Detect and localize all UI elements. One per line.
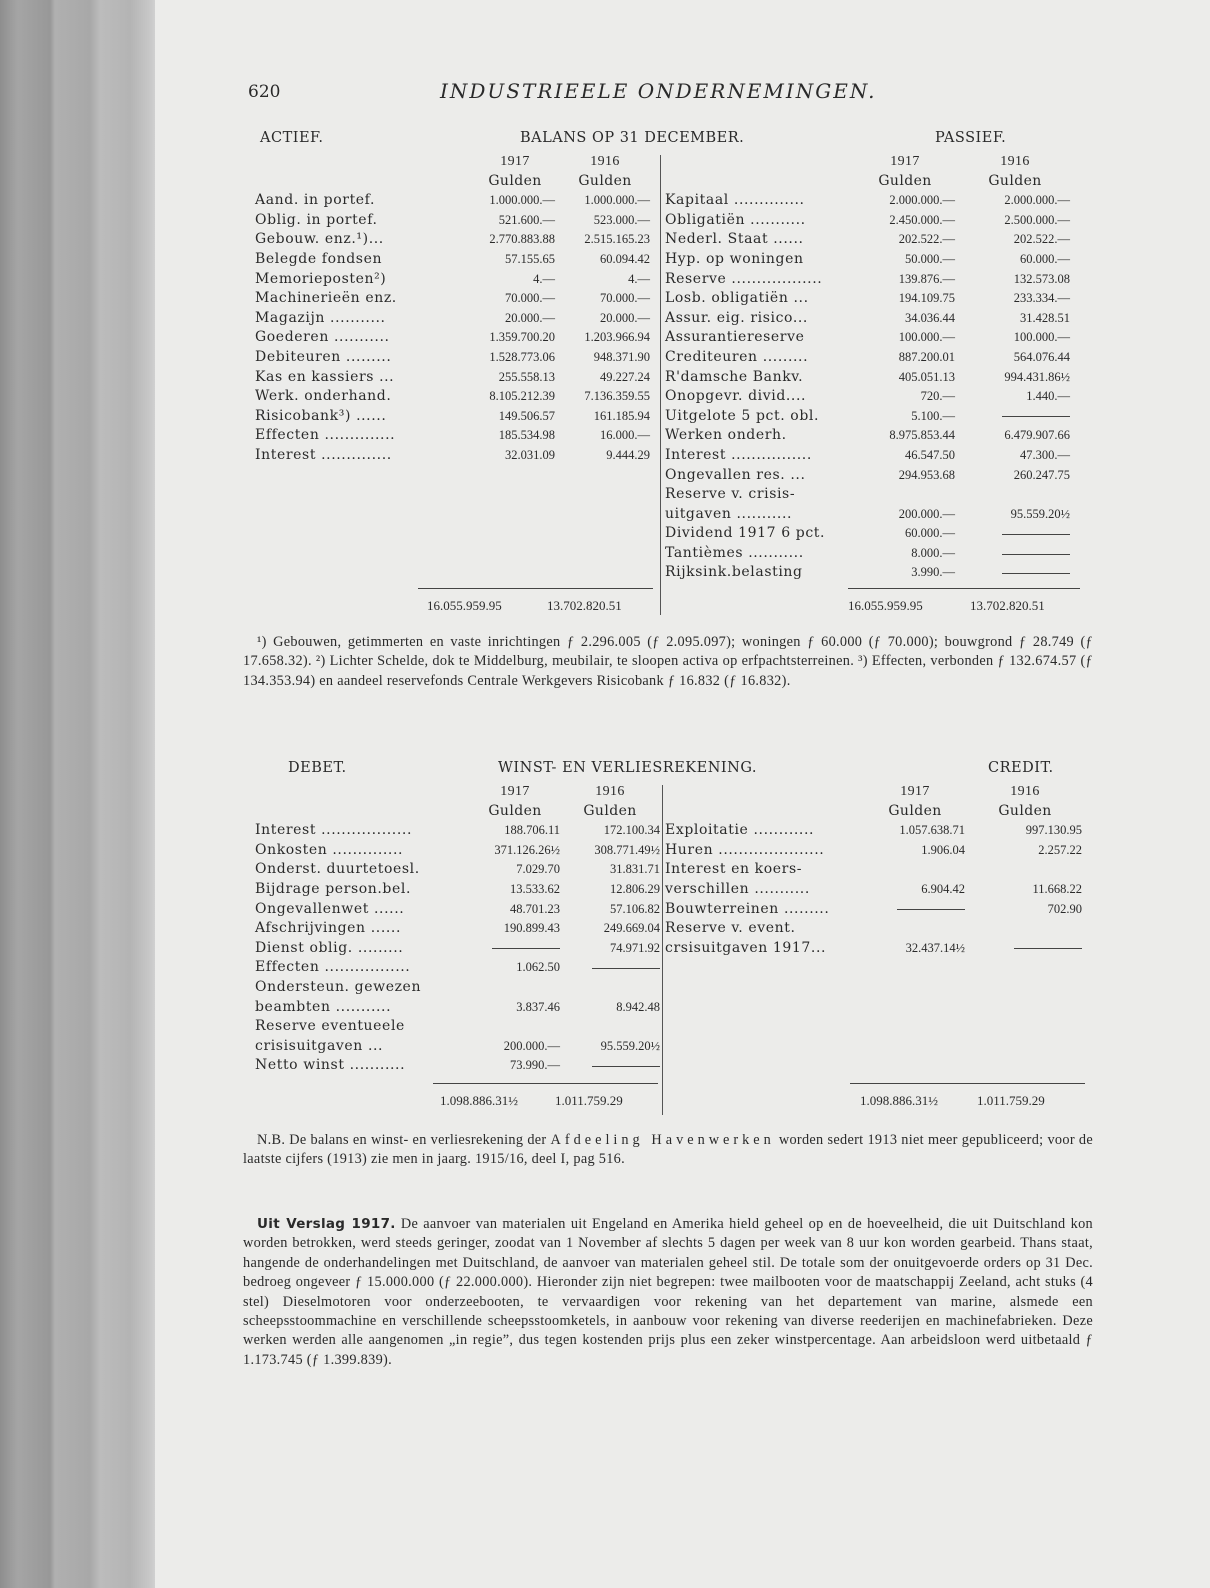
table-row <box>665 841 1080 861</box>
table-row <box>255 821 660 841</box>
value-y1916: 11.668.22 <box>1032 881 1082 896</box>
table-row <box>255 348 655 368</box>
nil-rule <box>1014 948 1082 949</box>
total-rule <box>848 588 1080 589</box>
row-label: Machinerieën enz. <box>255 290 397 307</box>
total-rule <box>850 1083 1085 1084</box>
value-y1917: 294.953.68 <box>898 467 955 482</box>
value-y1917: 46.547.50 <box>905 447 955 462</box>
row-label: Kapitaal .............. <box>665 192 805 209</box>
row-label: Interest en koers- <box>665 861 803 878</box>
row-label: Oblig. in portef. <box>255 211 378 228</box>
table-row <box>255 289 655 309</box>
table-row <box>255 328 655 348</box>
nb-spaced-name: Afdeeling Havenwerken <box>550 1132 775 1148</box>
table-row <box>255 939 660 959</box>
table-row <box>255 446 655 466</box>
row-label: Reserve v. crisis- <box>665 486 796 503</box>
unit-header: Gulden <box>888 802 942 819</box>
nil-rule <box>592 968 660 969</box>
table-row <box>255 191 655 211</box>
value-y1916: 233.334.— <box>1013 291 1070 306</box>
unit-header: Gulden <box>998 802 1052 819</box>
row-label: Huren ..................... <box>665 841 825 858</box>
value-y1916 <box>970 939 1082 959</box>
row-label: Dividend 1917 6 pct. <box>665 525 826 542</box>
value-y1916 <box>965 524 1070 544</box>
pl-title: WINST- EN VERLIESREKENING. <box>498 760 757 776</box>
table-row <box>665 309 1075 329</box>
value-y1916 <box>560 1056 660 1076</box>
value-y1916: 31.831.71 <box>610 862 660 877</box>
value-y1916 <box>965 563 1070 583</box>
value-y1916: 20.000.— <box>600 310 650 325</box>
value-y1916: 132.573.08 <box>1013 271 1070 286</box>
row-label: R'damsche Bankv. <box>665 368 804 385</box>
row-label: Debiteuren ......... <box>255 348 392 365</box>
year-header: 1916 <box>595 784 625 799</box>
table-row <box>255 1056 660 1076</box>
value-y1916 <box>965 544 1070 564</box>
nil-rule <box>897 909 965 910</box>
value-y1917: 48.701.23 <box>510 901 560 916</box>
value-y1916: 249.669.04 <box>603 921 660 936</box>
value-y1916: 6.479.907.66 <box>1004 428 1070 443</box>
table-row <box>255 426 655 446</box>
value-y1916: 997.130.95 <box>1025 823 1082 838</box>
table-row <box>665 466 1075 486</box>
row-label: Magazijn ........... <box>255 309 386 326</box>
table-row <box>665 485 1075 505</box>
table-row <box>255 860 660 880</box>
row-label: Onkosten .............. <box>255 841 404 858</box>
value-y1917: 1.359.700.20 <box>489 330 555 345</box>
row-label: crisisuitgaven ... <box>255 1037 384 1054</box>
actief-total-1916: 13.702.820.51 <box>547 598 622 613</box>
value-y1917: 200.000.— <box>898 506 955 521</box>
value-y1916: 1.440.— <box>1026 389 1070 404</box>
unit-header: Gulden <box>578 172 632 189</box>
value-y1917: 6.904.42 <box>921 881 965 896</box>
value-y1916: 1.000.000.— <box>584 193 650 208</box>
value-y1916: 60.000.— <box>1020 251 1070 266</box>
value-y1917: 8.975.853.44 <box>889 428 955 443</box>
table-row <box>665 191 1075 211</box>
row-label: Gebouw. enz.¹)... <box>255 231 384 248</box>
value-y1916 <box>965 407 1070 427</box>
year-header: 1917 <box>890 154 920 169</box>
value-y1917: 34.036.44 <box>905 310 955 325</box>
table-row <box>255 309 655 329</box>
value-y1917: 887.200.01 <box>898 349 955 364</box>
row-label: Reserve eventueele <box>255 1018 405 1035</box>
value-y1917: 255.558.13 <box>498 369 555 384</box>
value-y1916: 172.100.34 <box>603 823 660 838</box>
value-y1916: 12.806.29 <box>610 881 660 896</box>
table-row <box>665 387 1075 407</box>
value-y1916: 161.185.94 <box>593 408 650 423</box>
value-y1916: 702.90 <box>1047 901 1082 916</box>
value-y1917: 720.— <box>920 389 955 404</box>
value-y1916 <box>560 958 660 978</box>
value-y1917: 202.522.— <box>898 232 955 247</box>
value-y1917: 50.000.— <box>905 251 955 266</box>
value-y1917: 149.506.57 <box>498 408 555 423</box>
row-label: Goederen ........... <box>255 329 390 346</box>
row-label: Onderst. duurtetoesl. <box>255 861 420 878</box>
value-y1916: 994.431.86½ <box>1004 369 1070 384</box>
row-label: Onopgevr. divid.... <box>665 388 807 405</box>
table-row <box>665 919 1080 939</box>
value-y1917: 1.528.773.06 <box>489 349 555 364</box>
row-label: Kas en kassiers ... <box>255 368 395 385</box>
credit-table <box>665 782 1080 958</box>
debet-table <box>255 782 660 1076</box>
value-y1917: 405.051.13 <box>898 369 955 384</box>
nb-suffix: worden sedert 1913 niet meer gepubliceerd; voor de laatste cijfers (1913) zie men in jaarg. 1915/16, deel I, pag 516. <box>243 1132 1094 1168</box>
nil-rule <box>492 948 560 949</box>
table-row <box>255 1037 660 1057</box>
value-y1916: 2.000.000.— <box>1004 193 1070 208</box>
row-label: uitgaven ........... <box>665 505 793 522</box>
table-row <box>665 230 1075 250</box>
value-y1917: 20.000.— <box>505 310 555 325</box>
table-row <box>255 998 660 1018</box>
nil-rule <box>592 1066 660 1067</box>
value-y1917: 3.837.46 <box>516 999 560 1014</box>
table-row <box>255 900 660 920</box>
passief-total-1917: 16.055.959.95 <box>848 598 923 613</box>
row-label: Interest ................ <box>665 446 812 463</box>
table-row <box>255 387 655 407</box>
nil-rule <box>1002 416 1070 417</box>
value-y1917: 185.534.98 <box>498 428 555 443</box>
row-label: Ongevallen res. ... <box>665 466 806 483</box>
value-y1916: 948.371.90 <box>593 349 650 364</box>
value-y1916: 202.522.— <box>1013 232 1070 247</box>
book-binding-gutter <box>0 0 155 1588</box>
value-y1917: 200.000.— <box>503 1038 560 1053</box>
value-y1917 <box>850 900 965 920</box>
value-y1916: 47.300.— <box>1020 447 1070 462</box>
total-rule <box>433 1083 658 1084</box>
value-y1917: 5.100.— <box>911 408 955 423</box>
year-header: 1917 <box>900 784 930 799</box>
table-row <box>665 348 1075 368</box>
table-row <box>665 900 1080 920</box>
row-label: Bijdrage person.bel. <box>255 880 411 897</box>
debet-total-1916: 1.011.759.29 <box>555 1093 623 1108</box>
table-row <box>255 250 655 270</box>
passief-heading: PASSIEF. <box>935 130 1007 146</box>
row-label: Ongevallenwet ...... <box>255 900 405 917</box>
row-label: Crediteuren ......... <box>665 348 809 365</box>
year-header: 1916 <box>1000 154 1030 169</box>
row-label: Losb. obligatiën ... <box>665 290 809 307</box>
nil-rule <box>1002 573 1070 574</box>
value-y1916: 95.559.20½ <box>600 1038 660 1053</box>
credit-total-1917: 1.098.886.31½ <box>860 1093 938 1108</box>
value-y1917: 13.533.62 <box>510 881 560 896</box>
row-label: Nederl. Staat ...... <box>665 231 804 248</box>
value-y1917: 2.770.883.88 <box>489 232 555 247</box>
table-row <box>665 821 1080 841</box>
credit-total-1916: 1.011.759.29 <box>977 1093 1045 1108</box>
value-y1916: 74.971.92 <box>610 940 660 955</box>
footnote-text: ¹) Gebouwen, getimmerten en vaste inrichtingen ƒ 2.296.005 (ƒ 2.095.097); woningen ƒ 60.000 (ƒ 70.000); bouwgrond ƒ 28.749 (ƒ 17.658.32). ²) Lichter Schelde, dok te Middelburg, meubilair, te sloopen activa op erfpachtsterreinen. ³) Effecten, verbonden ƒ 132.674.57 (ƒ 134.353.94) en aandeel reservefonds Centrale Werkgevers Risicobank ƒ 16.832 (ƒ 16.832). <box>243 634 1093 689</box>
row-label: Uitgelote 5 pct. obl. <box>665 407 820 424</box>
row-label: Memorieposten²) <box>255 270 387 287</box>
debet-heading: DEBET. <box>288 760 347 776</box>
table-row <box>665 368 1075 388</box>
value-y1917: 2.450.000.— <box>889 212 955 227</box>
row-label: crsisuitgaven 1917... <box>665 939 827 956</box>
row-label: Tantièmes ........... <box>665 544 804 561</box>
value-y1917: 194.109.75 <box>898 291 955 306</box>
unit-header: Gulden <box>988 172 1042 189</box>
value-y1917: 60.000.— <box>905 526 955 541</box>
row-label: Aand. in portef. <box>255 192 376 209</box>
actief-table <box>255 152 655 466</box>
value-y1917: 7.029.70 <box>516 862 560 877</box>
table-row <box>255 211 655 231</box>
value-y1917: 188.706.11 <box>504 823 560 838</box>
value-y1917: 190.899.43 <box>503 921 560 936</box>
credit-heading: CREDIT. <box>988 760 1054 776</box>
row-label: Assur. eig. risico... <box>665 309 808 326</box>
report-text: De aanvoer van materialen uit Engeland en Amerika hield geheel op en de hoeveelheid, die uit Duitschland kon worden betrokken, werd steeds geringer, zoodat van 1 November af slechts 5 dagen per week van 8 uur kon worden gearbeid. Thans staat, hangende de onderhandelingen met Duitschland, de aanvoer van materialen geheel stil. De totale som der onuitgevoerde orders op 31 Dec. bedroeg ongeveer ƒ 15.000.000 (ƒ 22.000.000). Hieronder zijn niet begrepen: twee mailbooten voor de maatschappij Zeeland, acht stuks (4 stel) Dieselmotoren voor onderzeebooten, te vervaardigen voor rekening van het departement van marine, alsmede een scheepsstoommachine en verschillende scheepsstoomketels, in aanbouw voor rekening van diverse reederijen en machinefabrieken. Deze werken werden alle aangenomen „in regie”, dus tegen kostenden prijs plus een zeker winstpercentage. Aan arbeidsloon werd uitbetaald ƒ 1.173.745 (ƒ 1.399.839). <box>243 1216 1093 1368</box>
table-row <box>665 544 1075 564</box>
value-y1916: 31.428.51 <box>1020 310 1070 325</box>
year-header: 1916 <box>1010 784 1040 799</box>
nb-note <box>243 1131 1093 1170</box>
nb-prefix: N.B. De balans en winst- en verliesrekening der <box>257 1132 551 1148</box>
value-y1917: 1.000.000.— <box>489 193 555 208</box>
row-label: Rijksink.belasting <box>665 564 803 581</box>
unit-header: Gulden <box>488 802 542 819</box>
value-y1916: 100.000.— <box>1013 330 1070 345</box>
value-y1917: 73.990.— <box>510 1058 560 1073</box>
value-y1917: 1.057.638.71 <box>899 823 965 838</box>
row-label: Obligatiën ........... <box>665 211 806 228</box>
table-row <box>255 880 660 900</box>
table-row <box>665 270 1075 290</box>
value-y1916: 95.559.20½ <box>1010 506 1070 521</box>
actief-heading: ACTIEF. <box>260 130 324 146</box>
row-label: verschillen ........... <box>665 880 810 897</box>
table-row <box>255 230 655 250</box>
row-label: Afschrijvingen ...... <box>255 920 402 937</box>
unit-header: Gulden <box>583 802 637 819</box>
value-y1916: 2.257.22 <box>1038 842 1082 857</box>
table-row <box>255 978 660 998</box>
value-y1916: 4.— <box>628 271 650 286</box>
document-page <box>155 0 1210 1588</box>
report-lead: Uit Verslag 1917. <box>257 1216 396 1232</box>
passief-total-1916: 13.702.820.51 <box>970 598 1045 613</box>
value-y1916: 308.771.49½ <box>594 842 660 857</box>
row-label: Werk. onderhand. <box>255 388 392 405</box>
actief-total-1917: 16.055.959.95 <box>427 598 502 613</box>
row-label: Belegde fondsen <box>255 250 383 267</box>
row-label: Reserve .................. <box>665 270 823 287</box>
value-y1916: 70.000.— <box>600 291 650 306</box>
table-row <box>665 860 1080 880</box>
table-row <box>255 368 655 388</box>
value-y1916: 2.500.000.— <box>1004 212 1070 227</box>
row-label: Ondersteun. gewezen <box>255 978 422 995</box>
row-label: Assurantiereserve <box>665 329 805 346</box>
value-y1917: 139.876.— <box>898 271 955 286</box>
value-y1917: 1.906.04 <box>921 842 965 857</box>
row-label: Reserve v. event. <box>665 920 796 937</box>
value-y1916: 8.942.48 <box>616 999 660 1014</box>
year-header: 1917 <box>500 784 530 799</box>
table-row <box>255 841 660 861</box>
value-y1917: 32.031.09 <box>505 447 555 462</box>
row-label: Bouwterreinen ......... <box>665 900 830 917</box>
value-y1916: 49.227.24 <box>600 369 650 384</box>
value-y1916: 564.076.44 <box>1013 349 1070 364</box>
running-title: INDUSTRIEELE ONDERNEMINGEN. <box>440 79 877 103</box>
table-row <box>665 250 1075 270</box>
value-y1917: 8.105.212.39 <box>489 389 555 404</box>
total-rule <box>418 588 653 589</box>
annual-report-paragraph <box>243 1215 1093 1370</box>
value-y1917: 70.000.— <box>505 291 555 306</box>
table-row <box>255 919 660 939</box>
footnotes <box>243 633 1093 691</box>
row-label: beambten ........... <box>255 998 392 1015</box>
page-number: 620 <box>248 82 281 102</box>
table-row <box>255 958 660 978</box>
value-y1917: 32.437.14½ <box>905 940 965 955</box>
value-y1916: 60.094.42 <box>600 251 650 266</box>
value-y1917: 371.126.26½ <box>494 842 560 857</box>
table-row <box>665 426 1075 446</box>
nil-rule <box>1002 554 1070 555</box>
year-header: 1916 <box>590 154 620 169</box>
pl-divider <box>662 785 663 1115</box>
row-label: Risicobank³) ...... <box>255 407 387 424</box>
value-y1917: 8.000.— <box>911 545 955 560</box>
balance-title: BALANS OP 31 DECEMBER. <box>520 130 745 146</box>
table-row <box>665 880 1080 900</box>
table-row <box>255 1017 660 1037</box>
debet-total-1917: 1.098.886.31½ <box>440 1093 518 1108</box>
nil-rule <box>1002 534 1070 535</box>
value-y1917: 100.000.— <box>898 330 955 345</box>
row-label: Effecten .............. <box>255 427 396 444</box>
unit-header: Gulden <box>878 172 932 189</box>
value-y1916: 9.444.29 <box>606 447 650 462</box>
table-row <box>665 211 1075 231</box>
table-row <box>665 524 1075 544</box>
row-label: Interest .............. <box>255 446 392 463</box>
row-label: Netto winst ........... <box>255 1057 406 1074</box>
passief-table <box>665 152 1075 583</box>
row-label: Effecten ................. <box>255 959 411 976</box>
value-y1917: 2.000.000.— <box>889 193 955 208</box>
value-y1916: 523.000.— <box>593 212 650 227</box>
table-row <box>665 407 1075 427</box>
balance-divider <box>660 155 661 615</box>
value-y1917: 3.990.— <box>911 565 955 580</box>
year-header: 1917 <box>500 154 530 169</box>
row-label: Werken onderh. <box>665 427 787 444</box>
row-label: Interest .................. <box>255 822 412 839</box>
row-label: Hyp. op woningen <box>665 250 804 267</box>
value-y1916: 57.106.82 <box>610 901 660 916</box>
value-y1916: 260.247.75 <box>1013 467 1070 482</box>
value-y1917: 4.— <box>533 271 555 286</box>
value-y1916: 7.136.359.55 <box>584 389 650 404</box>
value-y1916: 1.203.966.94 <box>584 330 650 345</box>
value-y1916: 16.000.— <box>600 428 650 443</box>
table-row <box>665 505 1075 525</box>
row-label: Dienst oblig. ......... <box>255 939 404 956</box>
value-y1917 <box>455 939 560 959</box>
table-row <box>255 407 655 427</box>
unit-header: Gulden <box>488 172 542 189</box>
value-y1916: 2.515.165.23 <box>584 232 650 247</box>
row-label: Exploitatie ............ <box>665 822 815 839</box>
table-row <box>665 328 1075 348</box>
table-row <box>665 289 1075 309</box>
value-y1917: 57.155.65 <box>505 251 555 266</box>
table-row <box>255 270 655 290</box>
value-y1917: 521.600.— <box>498 212 555 227</box>
table-row <box>665 939 1080 959</box>
value-y1917: 1.062.50 <box>516 960 560 975</box>
table-row <box>665 446 1075 466</box>
table-row <box>665 563 1075 583</box>
